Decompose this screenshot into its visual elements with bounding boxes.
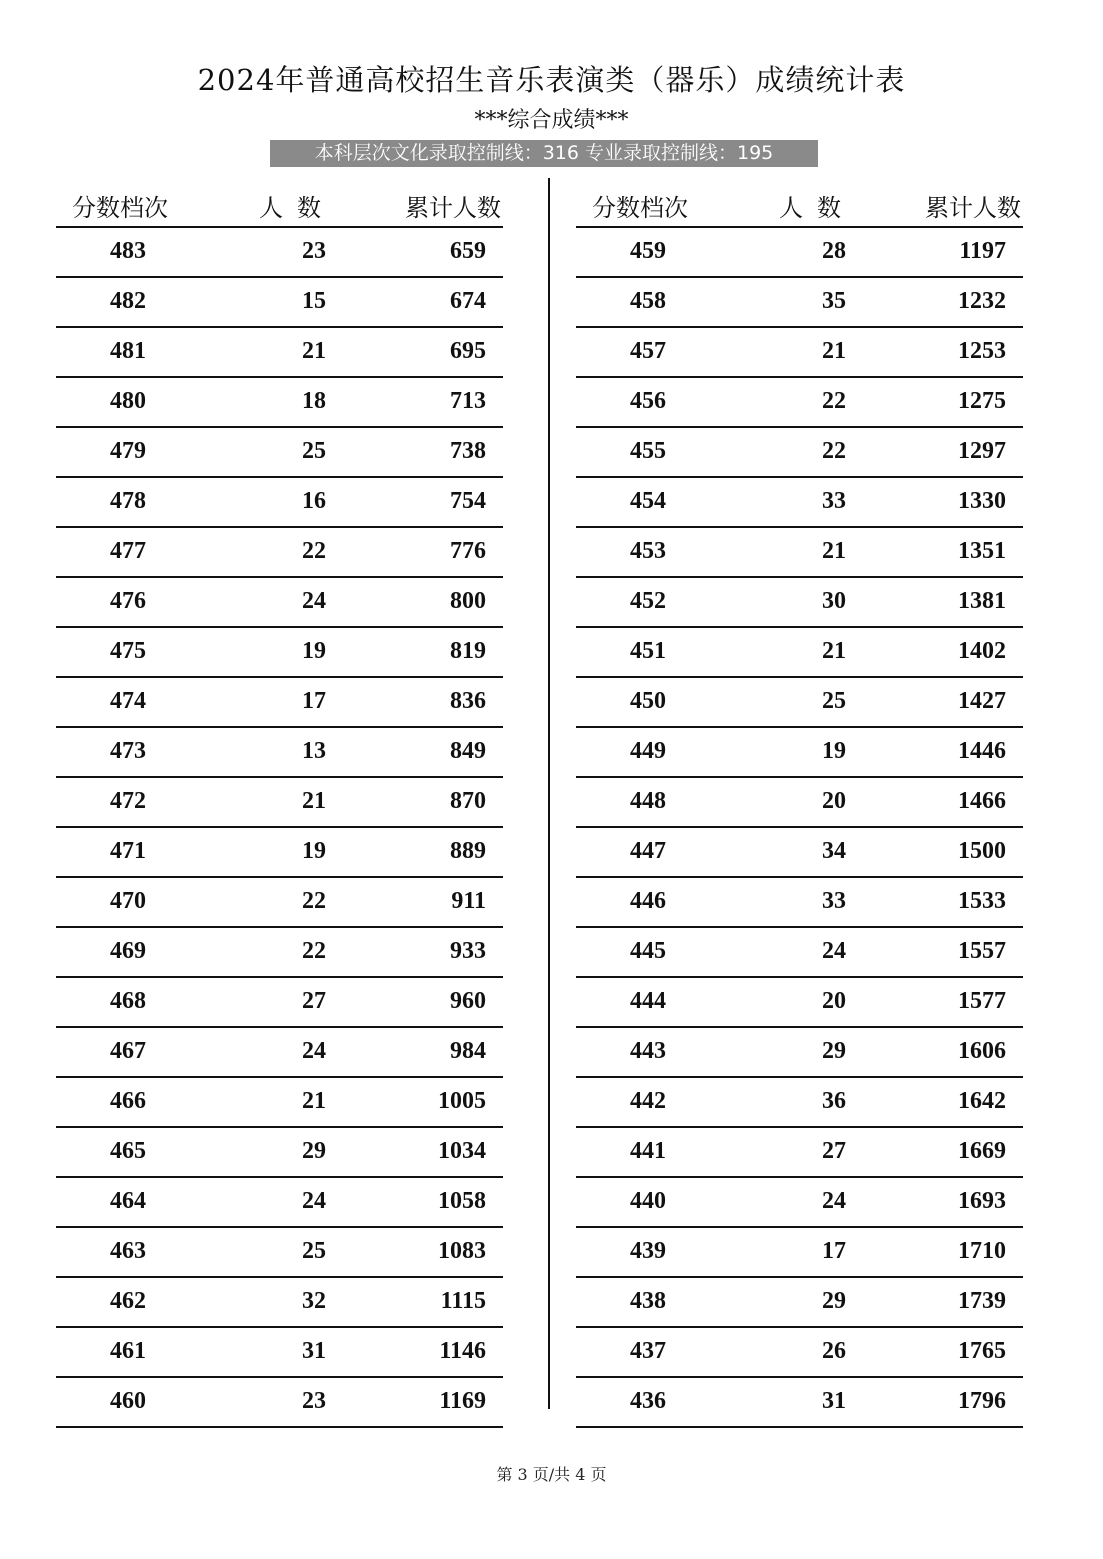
score-cell: 478 [110, 488, 146, 514]
score-cell: 464 [110, 1188, 146, 1214]
score-cell: 445 [630, 938, 666, 964]
score-cell: 453 [630, 538, 666, 564]
count-cell: 17 [822, 1238, 846, 1264]
cumulative-cell: 1146 [439, 1338, 486, 1364]
count-cell: 33 [822, 488, 846, 514]
table-row [576, 578, 1023, 628]
score-cell: 457 [630, 338, 666, 364]
table-row [576, 628, 1023, 678]
cumulative-cell: 1466 [958, 788, 1006, 814]
cumulative-cell: 1297 [958, 438, 1006, 464]
count-cell: 13 [302, 738, 326, 764]
count-cell: 31 [302, 1338, 326, 1364]
cumulative-cell: 754 [450, 488, 486, 514]
count-cell: 21 [302, 788, 326, 814]
header-cumulative: 累计人数 [925, 194, 1021, 222]
cumulative-cell: 1710 [958, 1238, 1006, 1264]
count-cell: 18 [302, 388, 326, 414]
count-cell: 21 [302, 1088, 326, 1114]
cumulative-cell: 776 [450, 538, 486, 564]
count-cell: 36 [822, 1088, 846, 1114]
score-cell: 474 [110, 688, 146, 714]
column-divider [548, 178, 550, 1409]
count-cell: 29 [822, 1288, 846, 1314]
table-row [576, 528, 1023, 578]
table-row [576, 1378, 1023, 1428]
score-cell: 463 [110, 1238, 146, 1264]
score-cell: 438 [630, 1288, 666, 1314]
table-row [576, 978, 1023, 1028]
score-cell: 472 [110, 788, 146, 814]
score-cell: 442 [630, 1088, 666, 1114]
table-row [56, 228, 503, 278]
score-cell: 441 [630, 1138, 666, 1164]
cumulative-cell: 849 [450, 738, 486, 764]
table-row [56, 628, 503, 678]
count-cell: 25 [302, 438, 326, 464]
table-row [576, 1278, 1023, 1328]
table-row [576, 928, 1023, 978]
cumulative-cell: 870 [450, 788, 486, 814]
count-cell: 15 [302, 288, 326, 314]
score-cell: 460 [110, 1388, 146, 1414]
table-row [576, 1178, 1023, 1228]
cumulative-cell: 695 [450, 338, 486, 364]
score-cell: 436 [630, 1388, 666, 1414]
table-row [56, 1178, 503, 1228]
score-cell: 455 [630, 438, 666, 464]
count-cell: 23 [302, 1388, 326, 1414]
count-cell: 32 [302, 1288, 326, 1314]
table-header [576, 180, 1023, 228]
cumulative-cell: 1169 [439, 1388, 486, 1414]
score-cell: 458 [630, 288, 666, 314]
cumulative-cell: 1500 [958, 838, 1006, 864]
cumulative-cell: 1446 [958, 738, 1006, 764]
cumulative-cell: 1034 [438, 1138, 486, 1164]
header-score: 分数档次 [72, 194, 168, 222]
score-cell: 470 [110, 888, 146, 914]
count-cell: 28 [822, 238, 846, 264]
table-row [576, 678, 1023, 728]
table-row [576, 328, 1023, 378]
score-cell: 450 [630, 688, 666, 714]
count-cell: 16 [302, 488, 326, 514]
score-cell: 475 [110, 638, 146, 664]
count-cell: 22 [302, 888, 326, 914]
cumulative-cell: 819 [450, 638, 486, 664]
table-row [576, 428, 1023, 478]
score-cell: 476 [110, 588, 146, 614]
header-count: 人数 [259, 194, 335, 222]
count-cell: 33 [822, 888, 846, 914]
table-row [576, 378, 1023, 428]
score-cell: 447 [630, 838, 666, 864]
table-row [576, 728, 1023, 778]
cumulative-cell: 1796 [958, 1388, 1006, 1414]
cumulative-cell: 984 [450, 1038, 486, 1064]
score-cell: 449 [630, 738, 666, 764]
score-cell: 481 [110, 338, 146, 364]
header-score: 分数档次 [592, 194, 688, 222]
cumulative-cell: 1765 [958, 1338, 1006, 1364]
score-cell: 483 [110, 238, 146, 264]
table-row [56, 1228, 503, 1278]
count-cell: 17 [302, 688, 326, 714]
table-row [576, 278, 1023, 328]
cumulative-cell: 1330 [958, 488, 1006, 514]
page-title: 2024年普通高校招生音乐表演类（器乐）成绩统计表 [197, 63, 906, 97]
cumulative-cell: 1693 [958, 1188, 1006, 1214]
count-cell: 25 [822, 688, 846, 714]
count-cell: 24 [302, 1188, 326, 1214]
page-number: 第 3 页/共 4 页 [496, 1465, 607, 1484]
score-cell: 469 [110, 938, 146, 964]
score-cell: 452 [630, 588, 666, 614]
table-row [576, 478, 1023, 528]
table-row [56, 528, 503, 578]
table-row [56, 928, 503, 978]
table-row [56, 578, 503, 628]
score-cell: 468 [110, 988, 146, 1014]
count-cell: 25 [302, 1238, 326, 1264]
cumulative-cell: 713 [450, 388, 486, 414]
score-cell: 454 [630, 488, 666, 514]
count-cell: 29 [822, 1038, 846, 1064]
table-row [56, 428, 503, 478]
score-cell: 439 [630, 1238, 666, 1264]
score-cell: 461 [110, 1338, 146, 1364]
cumulative-cell: 1232 [958, 288, 1006, 314]
table-row [56, 1278, 503, 1328]
table-row [576, 1078, 1023, 1128]
score-cell: 451 [630, 638, 666, 664]
count-cell: 21 [822, 538, 846, 564]
count-cell: 21 [302, 338, 326, 364]
cumulative-cell: 911 [451, 888, 486, 914]
table-row [56, 1378, 503, 1428]
table-row [56, 378, 503, 428]
score-cell: 479 [110, 438, 146, 464]
cumulative-cell: 1083 [438, 1238, 486, 1264]
table-row [56, 328, 503, 378]
score-cell: 446 [630, 888, 666, 914]
score-cell: 444 [630, 988, 666, 1014]
cumulative-cell: 1253 [958, 338, 1006, 364]
count-cell: 24 [302, 1038, 326, 1064]
cumulative-cell: 1058 [438, 1188, 486, 1214]
table-row [56, 1028, 503, 1078]
table-body [576, 228, 1023, 1428]
cumulative-cell: 1427 [958, 688, 1006, 714]
cumulative-cell: 1005 [438, 1088, 486, 1114]
cumulative-cell: 1669 [958, 1138, 1006, 1164]
table-row [56, 878, 503, 928]
count-cell: 24 [822, 938, 846, 964]
count-cell: 20 [822, 788, 846, 814]
table-row [576, 1128, 1023, 1178]
cumulative-cell: 1642 [958, 1088, 1006, 1114]
header-cumulative: 累计人数 [405, 194, 501, 222]
table-row [56, 478, 503, 528]
score-cell: 456 [630, 388, 666, 414]
count-cell: 35 [822, 288, 846, 314]
count-cell: 31 [822, 1388, 846, 1414]
table-body [56, 228, 503, 1428]
score-cell: 440 [630, 1188, 666, 1214]
control-line-banner: 本科层次文化录取控制线：316 专业录取控制线：195 [270, 140, 818, 167]
count-cell: 23 [302, 238, 326, 264]
table-row [56, 728, 503, 778]
count-cell: 24 [302, 588, 326, 614]
count-cell: 27 [822, 1138, 846, 1164]
table-row [56, 828, 503, 878]
table-row [56, 1078, 503, 1128]
count-cell: 19 [302, 838, 326, 864]
count-cell: 22 [822, 438, 846, 464]
score-cell: 473 [110, 738, 146, 764]
cumulative-cell: 960 [450, 988, 486, 1014]
cumulative-cell: 738 [450, 438, 486, 464]
table-row [576, 828, 1023, 878]
score-cell: 482 [110, 288, 146, 314]
score-table-left [56, 180, 503, 1428]
score-cell: 462 [110, 1288, 146, 1314]
score-cell: 467 [110, 1038, 146, 1064]
count-cell: 24 [822, 1188, 846, 1214]
score-cell: 465 [110, 1138, 146, 1164]
count-cell: 34 [822, 838, 846, 864]
cumulative-cell: 1533 [958, 888, 1006, 914]
score-cell: 443 [630, 1038, 666, 1064]
page-subtitle: ***综合成绩*** [474, 108, 629, 133]
cumulative-cell: 1351 [958, 538, 1006, 564]
table-row [576, 1328, 1023, 1378]
count-cell: 22 [302, 938, 326, 964]
cumulative-cell: 1197 [959, 238, 1006, 264]
score-cell: 459 [630, 238, 666, 264]
table-row [56, 778, 503, 828]
count-cell: 19 [822, 738, 846, 764]
table-row [56, 1128, 503, 1178]
cumulative-cell: 659 [450, 238, 486, 264]
table-row [576, 778, 1023, 828]
cumulative-cell: 1739 [958, 1288, 1006, 1314]
count-cell: 30 [822, 588, 846, 614]
cumulative-cell: 1557 [958, 938, 1006, 964]
cumulative-cell: 800 [450, 588, 486, 614]
cumulative-cell: 889 [450, 838, 486, 864]
cumulative-cell: 674 [450, 288, 486, 314]
count-cell: 20 [822, 988, 846, 1014]
score-table-right [576, 180, 1023, 1428]
count-cell: 26 [822, 1338, 846, 1364]
table-row [56, 978, 503, 1028]
count-cell: 19 [302, 638, 326, 664]
table-row [56, 1328, 503, 1378]
table-row [56, 678, 503, 728]
cumulative-cell: 1381 [958, 588, 1006, 614]
header-count: 人数 [779, 194, 855, 222]
table-row [576, 228, 1023, 278]
score-cell: 437 [630, 1338, 666, 1364]
cumulative-cell: 1275 [958, 388, 1006, 414]
count-cell: 21 [822, 638, 846, 664]
table-row [576, 1228, 1023, 1278]
count-cell: 29 [302, 1138, 326, 1164]
cumulative-cell: 1606 [958, 1038, 1006, 1064]
table-row [576, 878, 1023, 928]
table-header [56, 180, 503, 228]
count-cell: 22 [822, 388, 846, 414]
count-cell: 27 [302, 988, 326, 1014]
cumulative-cell: 933 [450, 938, 486, 964]
cumulative-cell: 1402 [958, 638, 1006, 664]
score-cell: 477 [110, 538, 146, 564]
count-cell: 21 [822, 338, 846, 364]
cumulative-cell: 836 [450, 688, 486, 714]
count-cell: 22 [302, 538, 326, 564]
cumulative-cell: 1577 [958, 988, 1006, 1014]
table-row [576, 1028, 1023, 1078]
cumulative-cell: 1115 [440, 1288, 486, 1314]
score-cell: 448 [630, 788, 666, 814]
score-cell: 466 [110, 1088, 146, 1114]
score-cell: 480 [110, 388, 146, 414]
score-cell: 471 [110, 838, 146, 864]
table-row [56, 278, 503, 328]
